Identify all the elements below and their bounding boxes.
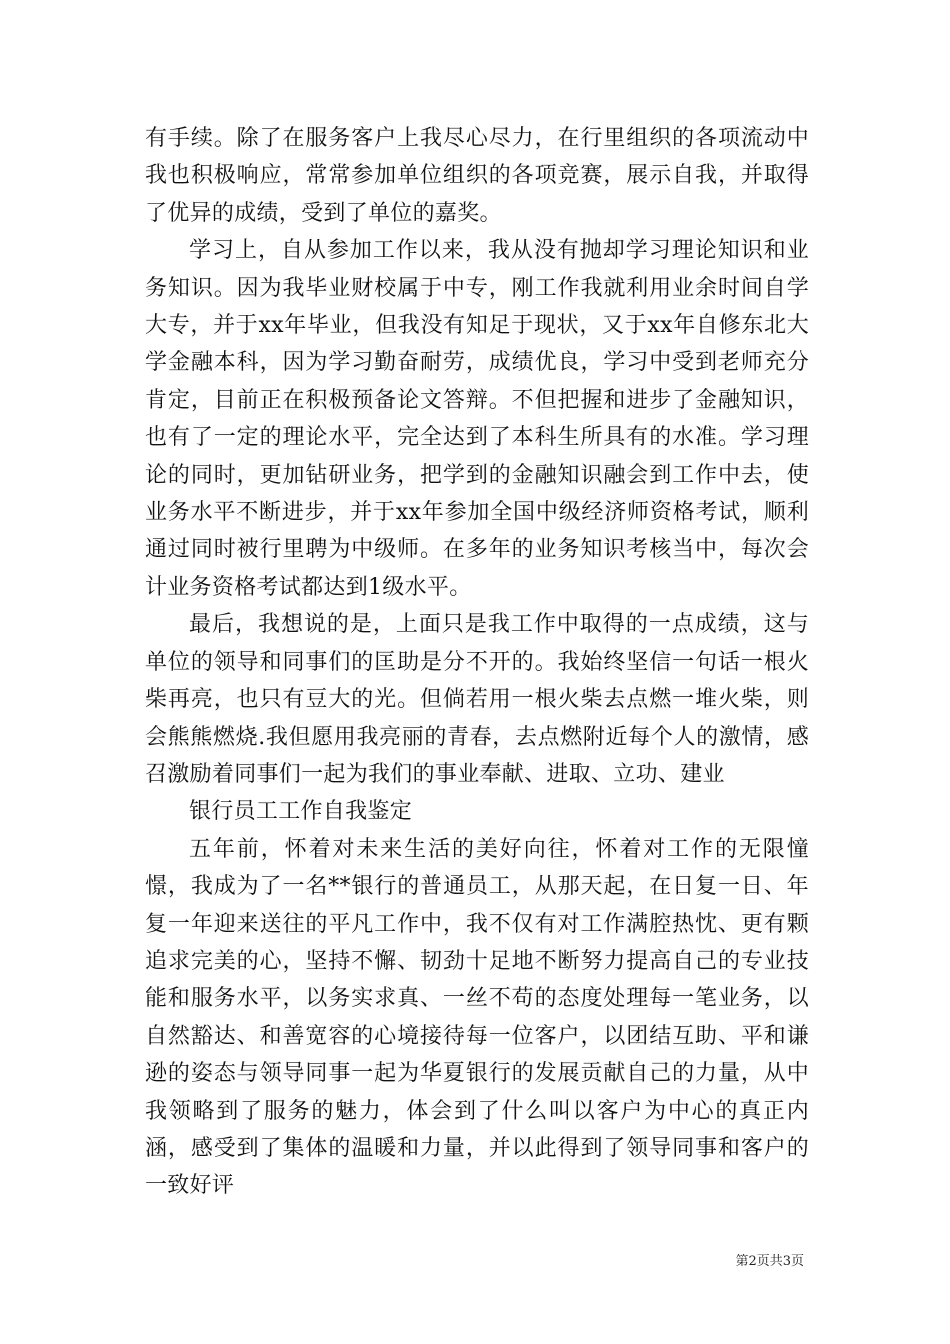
section-heading: 银行员工工作自我鉴定 bbox=[189, 799, 413, 825]
paragraph-3: 最后，我想说的是，上面只是我工作中取得的一点成绩，这与单位的领导和同事们的匡助是分不开的。我始终坚信一句话一根火柴再亮，也只有豆大的光。但倘若用一根火柴去点燃一堆火柴，则会熊熊燃烧.我但愿用我亮丽的青春，去点燃附近每个人的激情，感召激励着同事们一起为我们的事业奉献、进取、立功、建业 bbox=[145, 612, 809, 787]
paragraph-1: 有手续。除了在服务客户上我尽心尽力，在行里组织的各项流动中我也积极响应，常常参加单位组织的各项竞赛，展示自我，并取得了优异的成绩，受到了单位的嘉奖。 bbox=[145, 126, 809, 226]
paragraph-4: 五年前，怀着对未来生活的美好向往，怀着对工作的无限憧憬，我成为了一名**银行的普通员工，从那天起，在日复一日、年复一年迎来送往的平凡工作中，我不仅有对工作满腔热忱、更有颗追求完美的心，坚持不懈、韧劲十足地不断努力提高自己的专业技能和服务水平，以务实求真、一丝不苟的态度处理每一笔业务，以自然豁达、和善宽容的心境接待每一位客户，以团结互助、平和谦逊的姿态与领导同事一起为华夏银行的发展贡献自己的力量，从中我领略到了服务的魅力，体会到了什么叫以客户为中心的真正内涵，感受到了集体的温暖和力量，并以此得到了领导同事和客户的一致好评 bbox=[145, 836, 809, 1199]
document-body bbox=[145, 120, 809, 1205]
paragraph-2: 学习上，自从参加工作以来，我从没有抛却学习理论知识和业务知识。因为我毕业财校属于中专，刚工作我就利用业余时间自学大专，并于xx年毕业，但我没有知足于现状，又于xx年自修东北大学金融本科，因为学习勤奋耐劳，成绩优良，学习中受到老师充分肯定，目前正在积极预备论文答辩。不但把握和进步了金融知识，也有了一定的理论水平，完全达到了本科生所具有的水准。学习理论的同时，更加钻研业务，把学到的金融知识融会到工作中去，使业务水平不断进步，并于xx年参加全国中级经济师资格考试，顺利通过同时被行里聘为中级师。在多年的业务知识考核当中，每次会计业务资格考试都达到1级水平。 bbox=[145, 238, 809, 600]
page-number: 第2页共3页 bbox=[735, 1254, 804, 1269]
